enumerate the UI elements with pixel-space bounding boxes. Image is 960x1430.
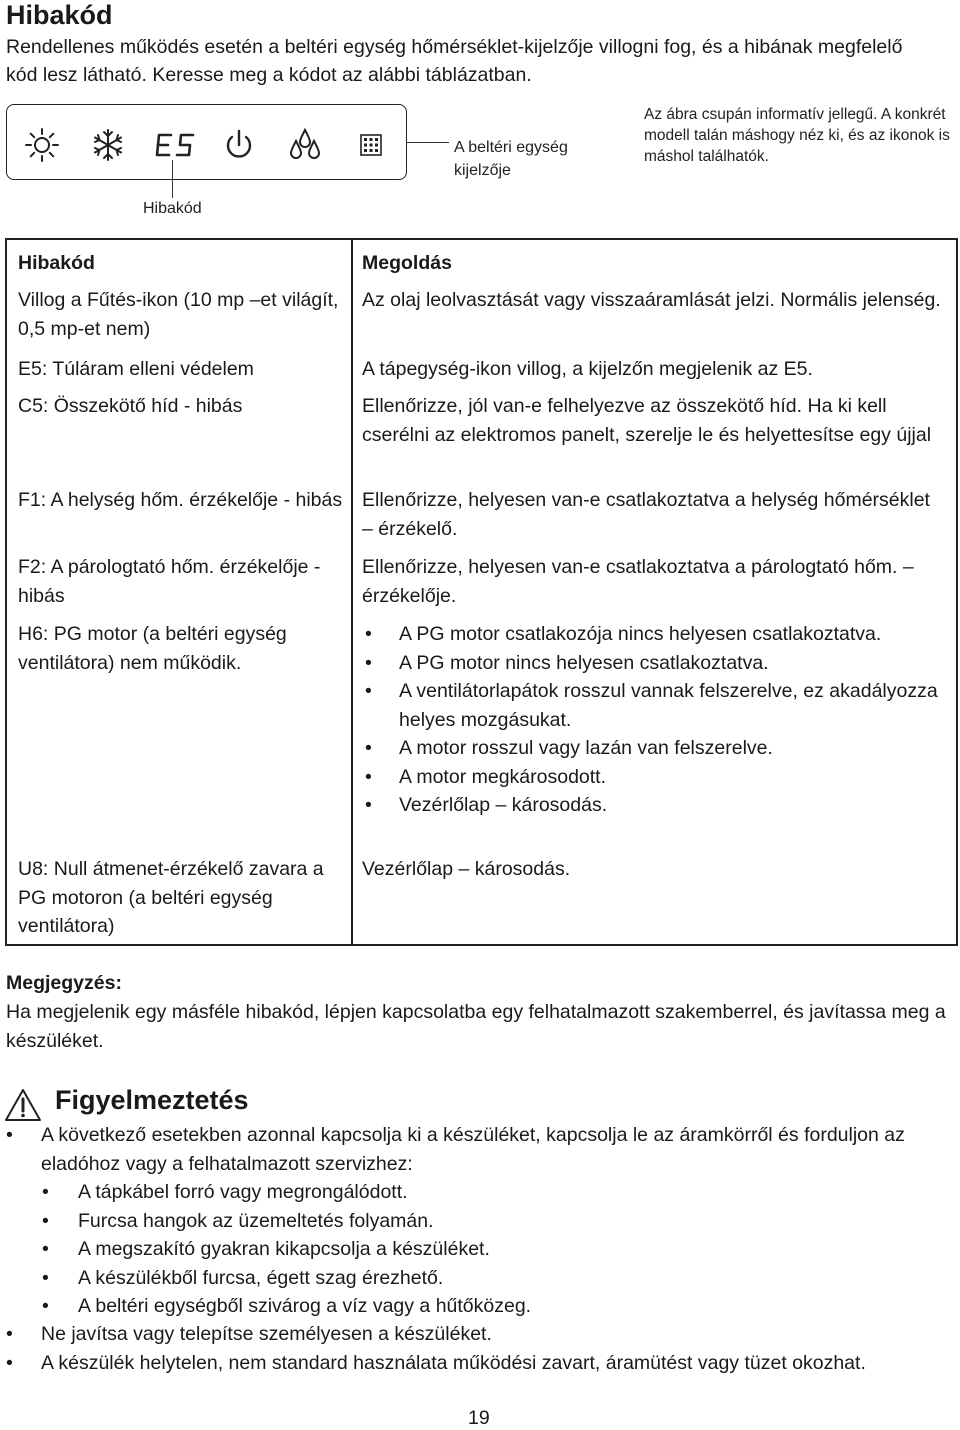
intro-paragraph: Rendellenes működés esetén a beltéri egység hőmérséklet-kijelzője villogni fog, és a hibának megfelelő kód lesz látható. Keresse meg a kódot az alábbi táblázatban.: [6, 36, 903, 86]
power-icon: [221, 127, 257, 163]
table-header-solution: Megoldás: [362, 252, 452, 274]
display-note: Az ábra csupán informatív jellegű. A konkrét modell talán máshogy néz ki, és az ikonok is máshol találhatók.: [644, 106, 950, 165]
display-callout-line: [407, 142, 449, 143]
warning-item: • Ne javítsa vagy telepítse személyesen a készüléket.: [6, 1320, 951, 1349]
warning-item: • A készülék helytelen, nem standard használata működési zavart, áramütést vagy tüzet okozhat.: [6, 1349, 951, 1378]
code-callout-label: Hibakód: [143, 200, 202, 217]
table-row-code: U8: Null átmenet-érzékelő zavara a PG motoron (a beltéri egység ventilátora): [18, 858, 324, 937]
warning-list-continued: [6, 1320, 951, 1377]
table-row-code: Villog a Fűtés-ikon (10 mp –et világít, 0,5 mp-et nem): [18, 289, 339, 340]
page-number: 19: [468, 1407, 490, 1429]
list-item: • A PG motor nincs helyesen csatlakoztatva.: [362, 649, 942, 678]
warning-subitem: • A tápkábel forró vagy megrongálódott.: [42, 1178, 947, 1207]
list-item: • Vezérlőlap – károsodás.: [362, 791, 942, 820]
table-row-code: F1: A helység hőm. érzékelője - hibás: [18, 489, 343, 511]
sun-icon: [24, 127, 60, 163]
warning-list: [6, 1121, 951, 1178]
note-body: Ha megjelenik egy másféle hibakód, lépjen kapcsolatba egy felhatalmazott szakemberrel, és javítassa meg a készüléket.: [6, 1001, 946, 1052]
table-row-solution: Az olaj leolvasztását vagy visszaáramlását jelzi. Normális jelenség.: [362, 289, 941, 311]
table-column-divider: [351, 240, 353, 944]
warning-item: • A következő esetekben azonnal kapcsolja ki a készüléket, kapcsolja le az áramkörről és forduljon az eladóhoz vagy a felhatalmazott szervizhez:: [6, 1121, 951, 1178]
code-callout-line: [172, 160, 173, 198]
display-label-line2: kijelzője: [454, 162, 511, 179]
error-code-table: [5, 238, 958, 946]
warning-subitem: • A készülékből furcsa, égett szag érezhető.: [42, 1264, 947, 1293]
table-header-code: Hibakód: [18, 252, 95, 274]
list-item: • A motor megkárosodott.: [362, 763, 942, 792]
warning-title: Figyelmeztetés: [55, 1085, 249, 1115]
drops-icon: [287, 127, 323, 163]
warning-subitem: • A beltéri egységből szivárog a víz vagy a hűtőközeg.: [42, 1292, 947, 1321]
table-row-solution: A tápegység-ikon villog, a kijelzőn megjelenik az E5.: [362, 358, 813, 380]
table-row-code: C5: Összekötő híd - hibás: [18, 395, 243, 417]
table-row-solution-list: [362, 620, 942, 820]
list-item: • A motor rosszul vagy lazán van felszerelve.: [362, 734, 942, 763]
note-title: Megjegyzés:: [6, 972, 122, 994]
table-row-solution: Ellenőrizze, helyesen van-e csatlakoztatva a helység hőmérséklet – érzékelő.: [362, 489, 930, 540]
display-label-line1: A beltéri egység: [454, 139, 568, 156]
warning-sublist: [42, 1178, 947, 1321]
indoor-display-panel: [6, 104, 407, 180]
display-label: [454, 136, 568, 182]
table-row-code: F2: A párologtató hőm. érzékelője - hibás: [18, 556, 321, 607]
table-row-solution: Vezérlőlap – károsodás.: [362, 858, 571, 880]
table-row-code: H6: PG motor (a beltéri egység ventilátora) nem működik.: [18, 623, 287, 674]
e5-code-display: [153, 127, 199, 163]
warning-subitem: • A megszakító gyakran kikapcsolja a készüléket.: [42, 1235, 947, 1264]
list-item: • A PG motor csatlakozója nincs helyesen csatlakoztatva.: [362, 620, 942, 649]
list-item: • A ventilátorlapátok rosszul vannak felszerelve, ez akadályozza helyes mozgásukat.: [362, 677, 942, 734]
snowflake-icon: [90, 127, 126, 163]
table-row-solution: Ellenőrizze, jól van-e felhelyezve az összekötő híd. Ha ki kell cserélni az elektromos panelt, szerelje le és helyettesítse egy újjal: [362, 395, 932, 446]
table-row-solution: Ellenőrizze, helyesen van-e csatlakoztatva a párologtató hőm. – érzékelője.: [362, 556, 914, 607]
warning-subitem: • Furcsa hangok az üzemeltetés folyamán.: [42, 1207, 947, 1236]
table-row-code: E5: Túláram elleni védelem: [18, 358, 254, 380]
warning-triangle-icon: [4, 1088, 42, 1122]
page-heading: Hibakód: [6, 0, 113, 30]
keypad-icon: [359, 133, 383, 157]
